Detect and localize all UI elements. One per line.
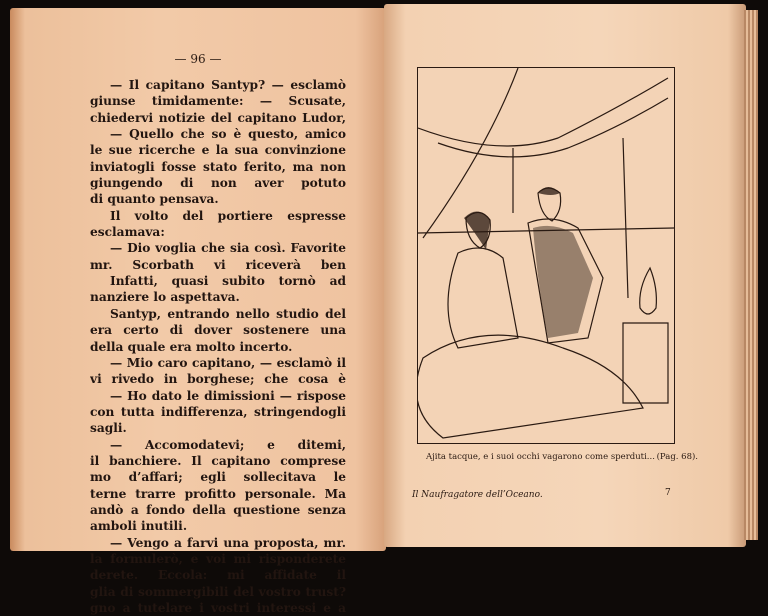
text-line: chiedervi notizie del capitano Ludor, <box>90 110 346 125</box>
caption-page-ref: (Pag. 68). <box>656 452 698 462</box>
text-line: giungendo di non aver potuto <box>90 176 346 191</box>
text-line: era certo di dover sostenere una <box>90 323 346 338</box>
text-line: vi rivedo in borghese; che cosa è <box>90 372 346 387</box>
left-page <box>10 8 386 615</box>
text-line: Infatti, quasi subito tornò ad <box>110 274 346 289</box>
body-text <box>90 77 346 616</box>
right-page <box>384 4 746 547</box>
text-line: Santyp, entrando nello studio del <box>110 306 346 321</box>
text-line: glia di sommergibili del vostro trust? <box>90 584 346 599</box>
text-line: di quanto pensava. <box>90 192 219 207</box>
text-line: Il volto del portiere espresse <box>110 208 346 223</box>
footer-book-title: Il Naufragatore dell’Oceano. <box>412 490 543 500</box>
text-line: — Quello che so è questo, amico <box>110 127 346 142</box>
text-line: — Il capitano Santyp? — esclamò <box>110 78 346 92</box>
text-line: mo d’affari; egli sollecitava le <box>90 470 346 485</box>
text-line: il banchiere. Il capitano comprese <box>90 453 346 468</box>
footer-signature-number: 7 <box>665 488 671 498</box>
text-line: inviatogli fosse stato ferito, ma non <box>90 159 346 174</box>
text-line: — Accomodatevi; e ditemi, <box>110 437 346 452</box>
text-line: derete. Eccola: mi affidate il <box>90 568 346 583</box>
text-line: — Ho dato le dimissioni — rispose <box>110 388 346 403</box>
page-number: — 96 — <box>174 52 222 66</box>
caption-text: Ajita tacque, e i suoi occhi vagarono come sperduti... <box>426 452 655 462</box>
text-line: mr. Scorbath vi riceverà ben <box>90 257 346 272</box>
text-line: — Dio voglia che sia così. Favorite <box>110 241 346 256</box>
illustration-drawing <box>418 68 674 443</box>
text-line: sagli. <box>90 421 127 436</box>
text-line: esclamava: <box>90 225 165 240</box>
text-line: andò a fondo della questione senza <box>90 502 346 517</box>
text-line: la formulerò, e voi mi risponderete <box>90 551 346 566</box>
text-line: terne trarre profitto personale. Ma <box>90 486 346 501</box>
text-line: — Mio caro capitano, — esclamò il <box>110 355 346 370</box>
illustration-caption <box>426 452 698 462</box>
text-line: — Vengo a farvi una proposta, mr. <box>110 535 346 550</box>
text-line: nanziere lo aspettava. <box>90 290 240 305</box>
illustration <box>417 67 675 444</box>
text-line: gno a tutelare i vostri interessi e a <box>90 601 346 615</box>
text-line: con tutta indifferenza, stringendogli <box>90 404 346 419</box>
page-edges <box>744 10 758 540</box>
text-line: le sue ricerche e la sua convinzione <box>90 143 346 158</box>
text-line: amboli inutili. <box>90 519 188 534</box>
text-line: della quale era molto incerto. <box>90 339 293 354</box>
text-line: giunse timidamente: — Scusate, <box>90 94 346 109</box>
